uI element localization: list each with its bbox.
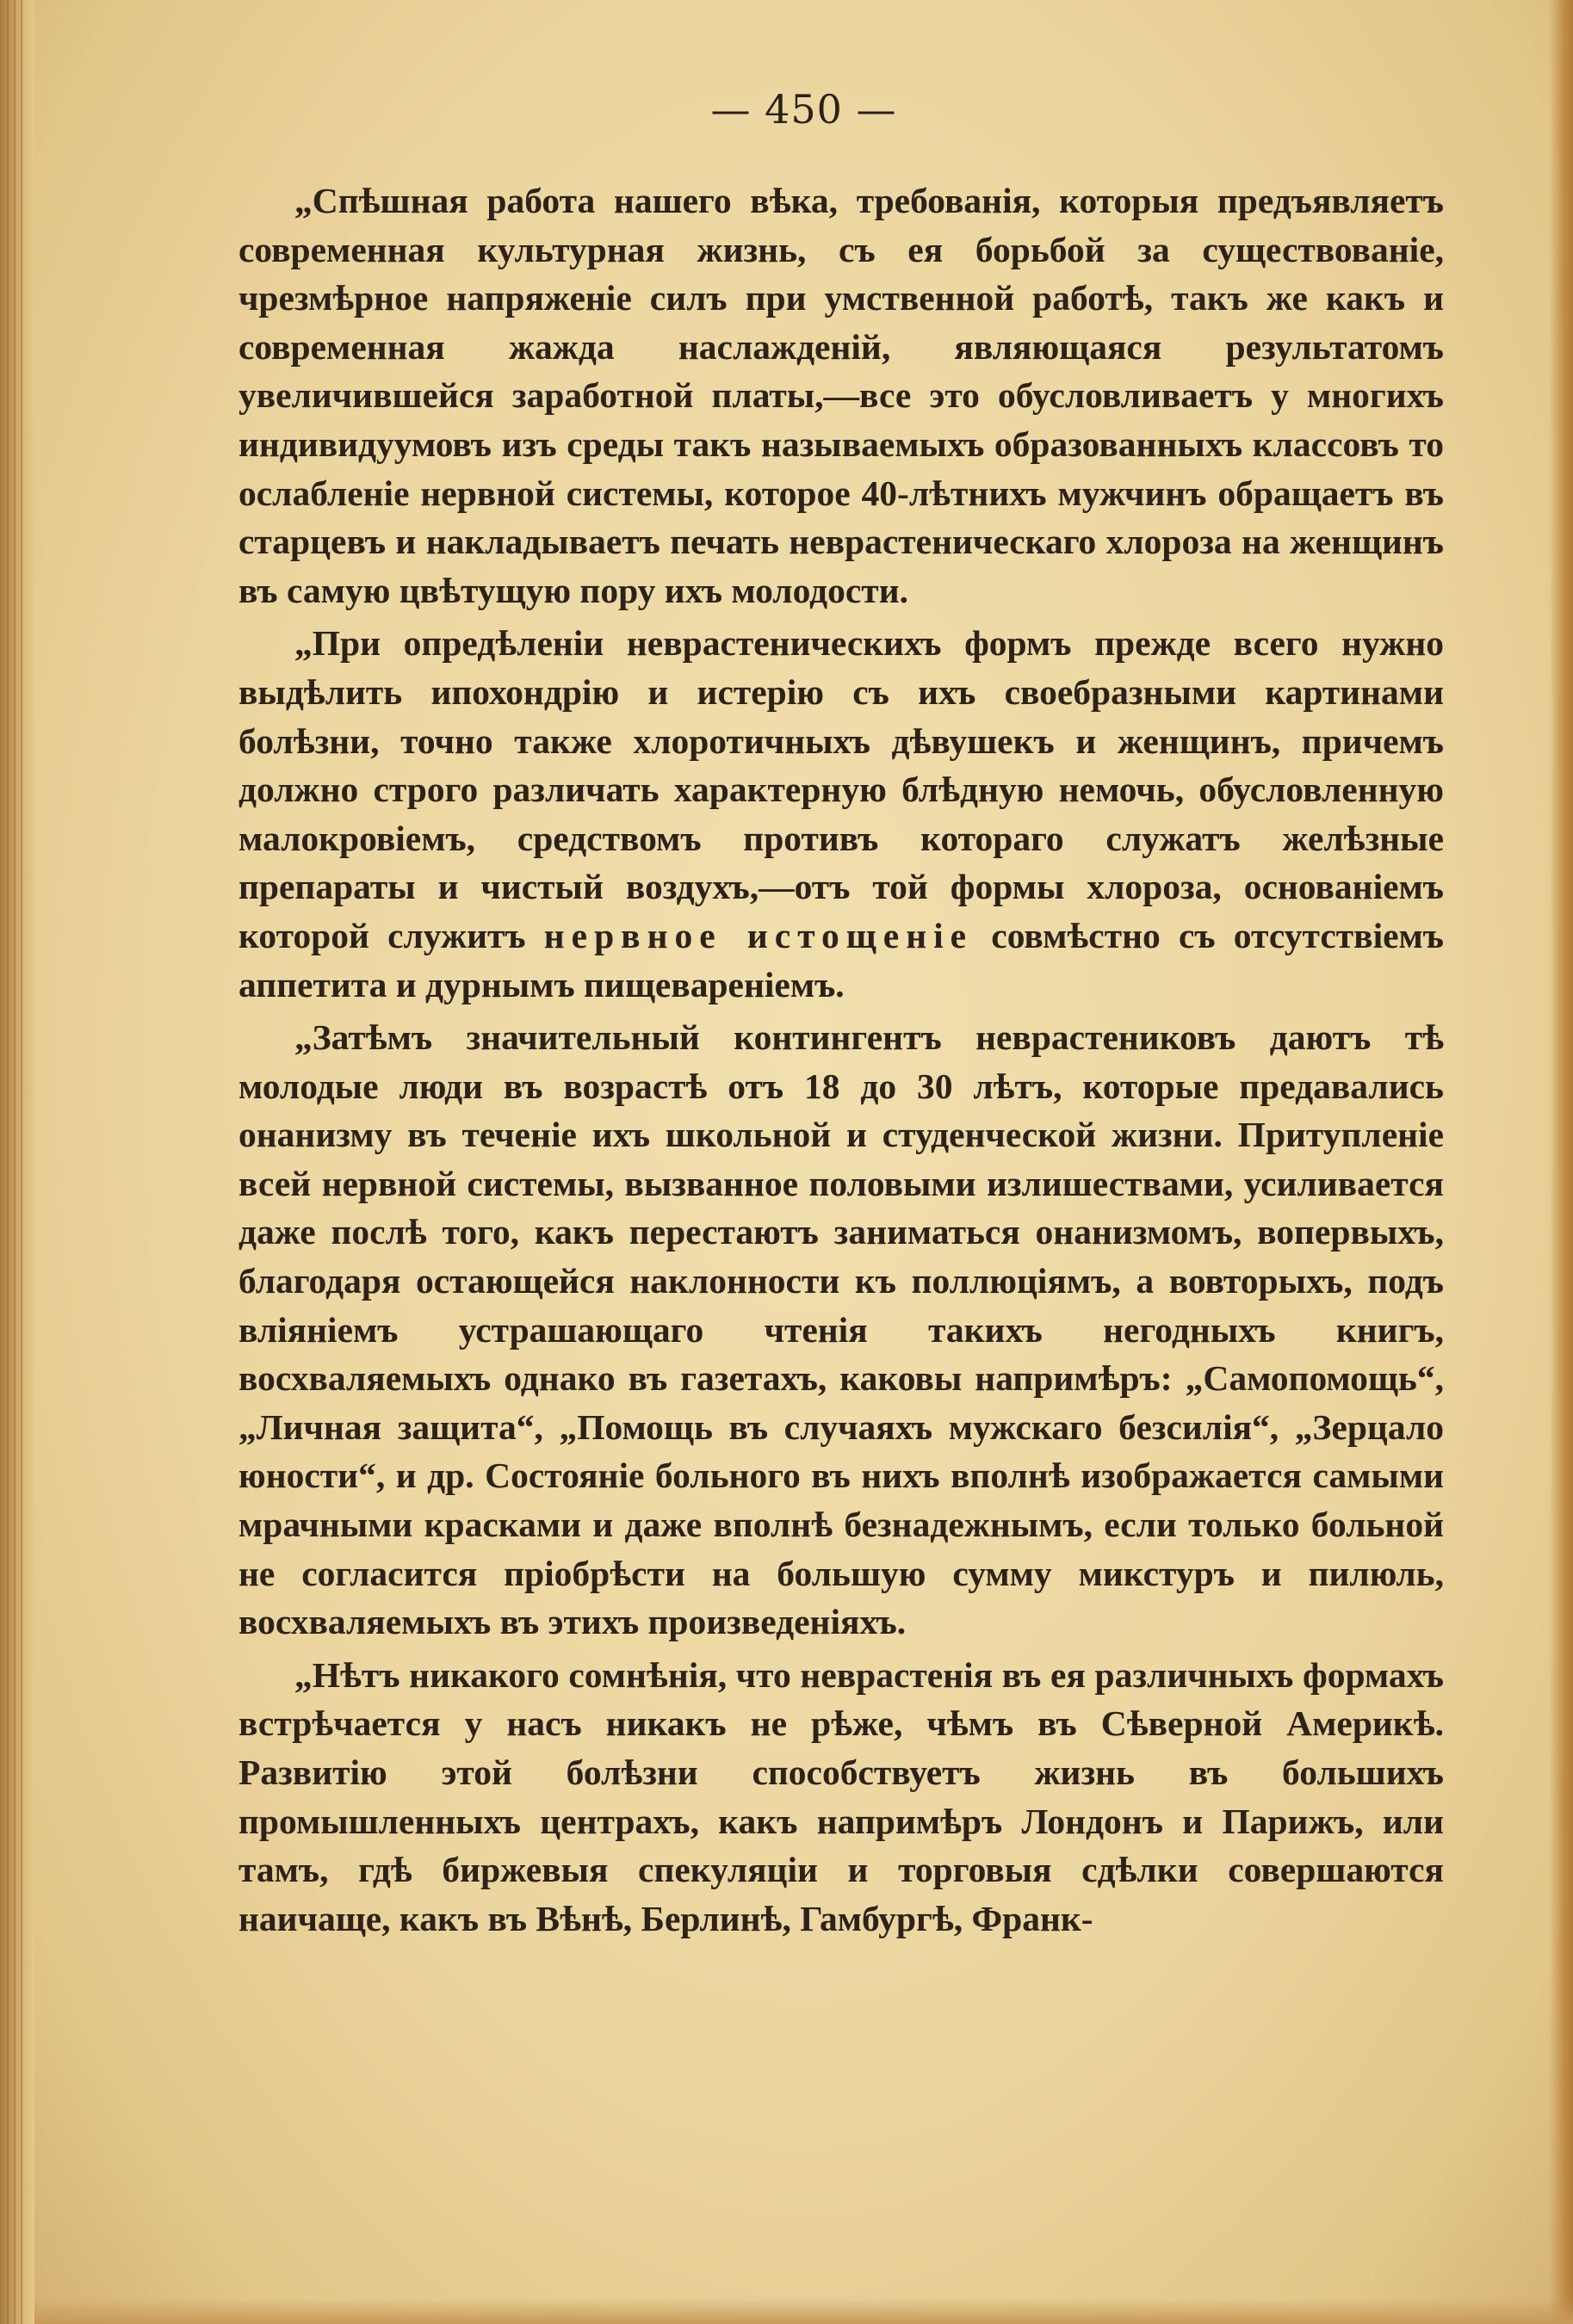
page-number: — 450 —: [710, 86, 897, 133]
book-spine: [0, 0, 34, 2324]
paragraph-3: „Затѣмъ значительный контингентъ неврастениковъ даютъ тѣ молодые люди въ возрастѣ отъ 18 до 30 лѣтъ, которые предавались онанизму въ теченіе ихъ школьной и студенческой жизни. Притупленіе всей нервной системы, вызванное половыми излишествами, усиливается даже послѣ того, какъ перестаютъ заниматься онанизмомъ, вопервыхъ, благодаря остающейся наклонности къ поллюціямъ, а вовторыхъ, подъ вліяніемъ устрашающаго чтенія такихъ негодныхъ книгъ, восхваляемыхъ однако въ газетахъ, каковы напримѣръ: „Самопомощь“, „Личная защита“, „Помощь въ случаяхъ мужскаго безсилія“, „Зерцало юности“, и др. Состояніе больного въ нихъ вполнѣ изображается самыми мрачными красками и даже вполнѣ безнадежнымъ, если только больной не согласится пріобрѣсти на большую сумму микстуръ и пилюль, восхваляемыхъ въ этихъ произведеніяхъ.: [238, 1017, 1444, 1642]
paragraph-2-before: „При опредѣленіи неврастеническихъ формъ прежде всего нужно выдѣлить ипохондрію и истерію съ ихъ своебразными картинами болѣзни, точно также хлоротичныхъ дѣвушекъ и женщинъ, причемъ должно строго различать характерную блѣдную немочь, обусловленную малокровіемъ, средствомъ противъ котораго служатъ желѣзные препараты и чистый воздухъ,—отъ той формы хлороза, основаніемъ которой служитъ: [238, 623, 1444, 955]
paragraph-2: [238, 619, 1444, 1009]
paragraph-4: „Нѣтъ никакого сомнѣнія, что неврастенія въ ея различныхъ формахъ встрѣчается у насъ никакъ не рѣже, чѣмъ въ Сѣверной Америкѣ. Развитію этой болѣзни способствуетъ жизнь въ большихъ промышленныхъ центрахъ, какъ напримѣръ Лондонъ и Парижъ, или тамъ, гдѣ биржевыя спекуляціи и торговыя сдѣлки совершаются наичаще, какъ въ Вѣнѣ, Берлинѣ, Гамбургѣ, Франк-: [238, 1654, 1444, 1938]
body-text: [238, 176, 1444, 1943]
page-edge-right: [1549, 0, 1573, 2324]
paragraph-2-after: совмѣстно съ отсутствіемъ аппетита и дурнымъ пищевареніемъ.: [238, 915, 1444, 1004]
paragraph-1: „Спѣшная работа нашего вѣка, требованія, которыя предъявляетъ современная культурная жизнь, съ ея борьбой за существованіе, чрезмѣрное напряженіе силъ при умственной работѣ, такъ же какъ и современная жажда наслажденій, являющаяся результатомъ увеличившейся заработной платы,—все это обусловливаетъ у многихъ индивидуумовъ изъ среды такъ называемыхъ образованныхъ классовъ то ослабленіе нервной системы, которое 40-лѣтнихъ мужчинъ обращаетъ въ старцевъ и накладываетъ печать неврастеническаго хлороза на женщинъ въ самую цвѣтущую пору ихъ молодости.: [238, 181, 1444, 610]
paragraph-2-emphasis: нервное истощеніе: [543, 915, 974, 955]
book-page: [34, 0, 1573, 2324]
page-edge-bottom: [34, 2298, 1573, 2324]
